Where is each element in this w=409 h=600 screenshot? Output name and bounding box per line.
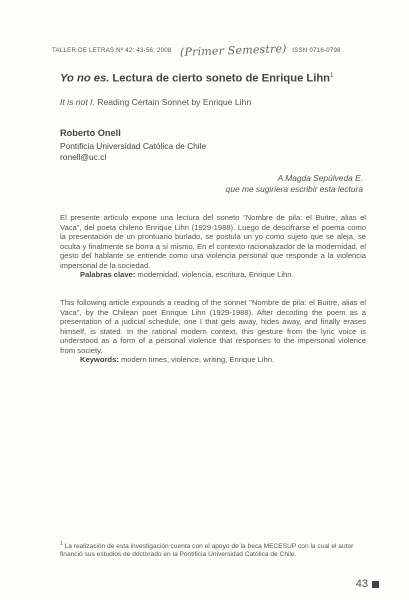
keywords-spanish-text: modernidad, violencia, escritura, Enrique Lihn. <box>135 270 294 279</box>
footnote-mark: 1 <box>60 541 63 547</box>
author-affiliation: Pontificia Universidad Católica de Chile <box>60 141 207 151</box>
dedication <box>226 173 363 195</box>
footnote-text: La realización de esta investigación cuenta con el apoyo de la beca MECESUP con la cual el autor financió sus estudios de doctorado en la Pontificia Universidad Católica de Chile. <box>60 543 354 559</box>
author-email: ronell@uc.cl <box>60 152 107 162</box>
author-name: Roberto Onell <box>60 128 121 138</box>
title-italic: Yo no es. <box>60 72 110 85</box>
page-number <box>356 578 379 590</box>
title-footnote-mark: 1 <box>330 73 334 79</box>
subtitle-italic: It is not I. <box>60 97 95 107</box>
abstract-spanish <box>60 213 366 280</box>
handwritten-note: (Primer Semestre) <box>179 42 287 59</box>
running-header <box>52 44 392 57</box>
keywords-english <box>60 355 366 365</box>
keywords-spanish <box>60 270 366 280</box>
title-rest: Lectura de cierto soneto de Enrique Lihn <box>109 72 331 85</box>
abstract-english <box>60 298 366 365</box>
article-title <box>60 70 380 86</box>
dedication-line-2: que me sugiriera escribir esta lectura <box>225 184 363 194</box>
abstract-english-text: This following article expounds a reading of the sonnet "Nombre de pila: el Buitre, alias el Vaca", by the Chilean poet Enrique Lihn (1929-1988). After decoding the poem as a presentation of a judicial schedule, one I that gets away, hides away, and finally erases himself, is stated. In the rational modern context, this gesture from the lyric voice is understood as a form of a personal violence that responses to the impersonal violence from society. <box>60 298 366 355</box>
keywords-english-label: Keywords: <box>80 355 119 364</box>
page-number-text: 43 <box>355 578 368 590</box>
subtitle-rest: Reading Certain Sonnet by Enrique Lihn <box>94 97 252 107</box>
article-subtitle <box>60 97 380 107</box>
footnote <box>60 540 366 559</box>
keywords-spanish-label: Palabras clave: <box>80 270 136 279</box>
square-icon <box>372 581 379 588</box>
dedication-line-1: A Magda Sepúlveda E. <box>277 173 363 183</box>
issn: ISSN 0716-0798 <box>292 47 341 54</box>
abstract-spanish-text: El presente artículo expone una lectura del soneto "Nombre de pila: el Buitre, alias el Vaca", del poeta chileno Enrique Lihn (1929-1988). Luego de descifrarse el poema como la presentación de un prontuario burlado, se postula un yo como sujeto que se aleja, se oculta y finalmente se borra a sí mismo. En el contexto racionalizador de la modernidad, el gesto del hablante se entiende como una violencia personal que responde a la violencia impersonal de la sociedad. <box>60 213 366 270</box>
journal-citation: TALLER DE LETRAS Nº 42: 43-56, 2008 <box>52 47 172 54</box>
keywords-english-text: modern times, violence, writing, Enrique Lihn. <box>118 355 275 364</box>
